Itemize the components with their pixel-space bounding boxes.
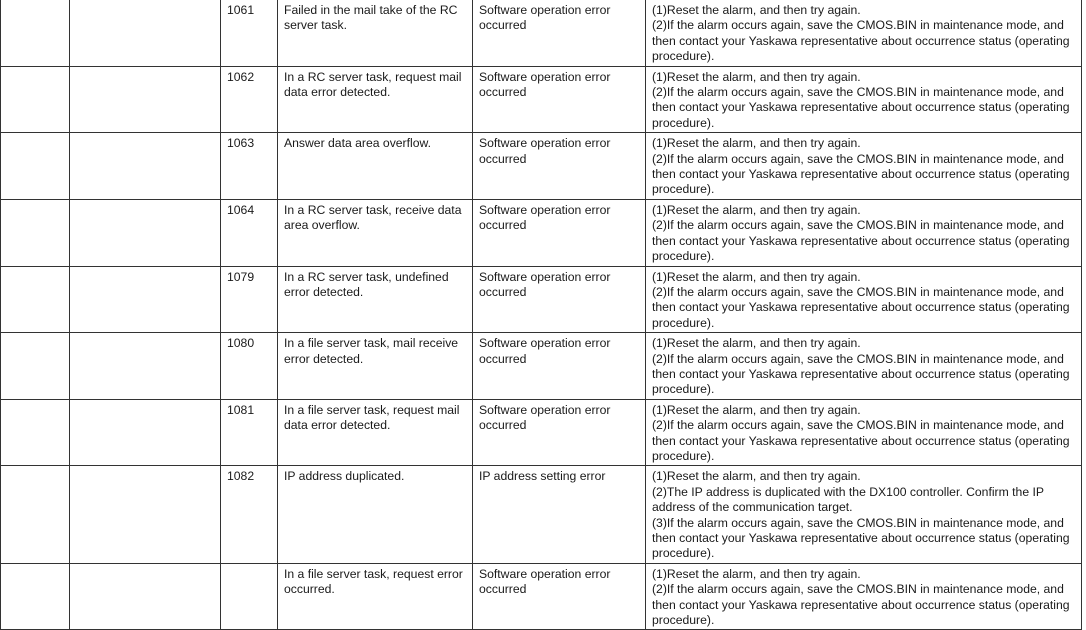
remedy-cell — [646, 266, 1082, 333]
alarm-name-cell — [70, 266, 221, 333]
remedy-step: (2)If the alarm occurs again, save the CMOS.BIN in maintenance mode, and then contact your Yaskawa representative about occurrence status (operating procedure). — [652, 218, 1070, 264]
table-row — [1, 333, 1082, 400]
alarm-name-cell — [70, 133, 221, 200]
remedy-step: (1)Reset the alarm, and then try again. — [652, 69, 861, 84]
remedy-cell — [646, 563, 1082, 630]
alarm-name-cell — [70, 563, 221, 630]
table-row — [1, 199, 1082, 266]
sub-code-cell — [221, 563, 278, 630]
alarm-number-cell — [1, 399, 70, 466]
table-row — [1, 563, 1082, 630]
sub-code-cell: 1064 — [221, 199, 278, 266]
alarm-name-cell — [70, 466, 221, 563]
meaning-cell: IP address duplicated. — [278, 466, 473, 563]
remedy-cell — [646, 133, 1082, 200]
alarm-number-cell — [1, 266, 70, 333]
meaning-cell: In a RC server task, receive data area overflow. — [278, 199, 473, 266]
remedy-step: (1)Reset the alarm, and then try again. — [652, 469, 861, 484]
alarm-name-cell — [70, 333, 221, 400]
sub-code-cell: 1079 — [221, 266, 278, 333]
table-row — [1, 66, 1082, 133]
remedy-step: (1)Reset the alarm, and then try again. — [652, 566, 861, 581]
meaning-cell: Answer data area overflow. — [278, 133, 473, 200]
remedy-cell — [646, 399, 1082, 466]
table-row — [1, 133, 1082, 200]
remedy-step: (2)If the alarm occurs again, save the CMOS.BIN in maintenance mode, and then contact your Yaskawa representative about occurrence status (operating procedure). — [652, 18, 1070, 64]
remedy-step: (2)If the alarm occurs again, save the CMOS.BIN in maintenance mode, and then contact your Yaskawa representative about occurrence status (operating procedure). — [652, 418, 1070, 463]
remedy-step: (1)Reset the alarm, and then try again. — [652, 3, 861, 17]
remedy-step: (1)Reset the alarm, and then try again. — [652, 136, 861, 151]
meaning-cell: In a file server task, request error occurred. — [278, 563, 473, 630]
remedy-step: (1)Reset the alarm, and then try again. — [652, 269, 861, 284]
table-row — [1, 0, 1082, 66]
sub-code-cell: 1063 — [221, 133, 278, 200]
remedy-cell — [646, 333, 1082, 400]
remedy-step: (2)If the alarm occurs again, save the CMOS.BIN in maintenance mode, and then contact your Yaskawa representative about occurrence status (operating procedure). — [652, 85, 1070, 130]
sub-code-cell: 1061 — [221, 0, 278, 66]
remedy-step: (2)If the alarm occurs again, save the CMOS.BIN in maintenance mode, and then contact your Yaskawa representative about occurrence status (operating procedure). — [652, 351, 1070, 397]
cause-cell: Software operation error occurred — [473, 0, 646, 66]
alarm-number-cell — [1, 563, 70, 630]
cause-cell: Software operation error occurred — [473, 133, 646, 200]
cause-cell: Software operation error occurred — [473, 199, 646, 266]
sub-code-cell: 1081 — [221, 399, 278, 466]
meaning-cell: Failed in the mail take of the RC server task. — [278, 0, 473, 66]
table-row — [1, 399, 1082, 466]
cause-cell: Software operation error occurred — [473, 66, 646, 133]
remedy-step: (2)The IP address is duplicated with the DX100 controller. Confirm the IP address of the communication target. — [652, 484, 1044, 515]
alarm-number-cell — [1, 199, 70, 266]
alarm-number-cell — [1, 333, 70, 400]
cause-cell: Software operation error occurred — [473, 399, 646, 466]
alarm-number-cell — [1, 0, 70, 66]
sub-code-cell: 1062 — [221, 66, 278, 133]
table-row — [1, 266, 1082, 333]
alarm-name-cell — [70, 66, 221, 133]
alarm-name-cell — [70, 0, 221, 66]
meaning-cell: In a file server task, request mail data error detected. — [278, 399, 473, 466]
remedy-cell — [646, 466, 1082, 563]
remedy-step: (1)Reset the alarm, and then try again. — [652, 336, 861, 351]
remedy-step: (1)Reset the alarm, and then try again. — [652, 202, 861, 217]
remedy-step: (1)Reset the alarm, and then try again. — [652, 402, 861, 417]
remedy-step: (3)If the alarm occurs again, save the CMOS.BIN in maintenance mode, and then contact your Yaskawa representative about occurrence status (operating procedure). — [652, 515, 1070, 561]
cause-cell: Software operation error occurred — [473, 563, 646, 630]
meaning-cell: In a file server task, mail receive error detected. — [278, 333, 473, 400]
remedy-cell — [646, 0, 1082, 66]
sub-code-cell: 1080 — [221, 333, 278, 400]
cause-cell: Software operation error occurred — [473, 266, 646, 333]
table-row — [1, 466, 1082, 563]
cause-cell: IP address setting error — [473, 466, 646, 563]
alarm-name-cell — [70, 199, 221, 266]
meaning-cell: In a RC server task, request mail data error detected. — [278, 66, 473, 133]
remedy-step: (2)If the alarm occurs again, save the CMOS.BIN in maintenance mode, and then contact your Yaskawa representative about occurrence status (operating procedure). — [652, 151, 1070, 197]
alarm-name-cell — [70, 399, 221, 466]
alarm-number-cell — [1, 133, 70, 200]
alarm-number-cell — [1, 66, 70, 133]
cause-cell: Software operation error occurred — [473, 333, 646, 400]
remedy-cell — [646, 66, 1082, 133]
remedy-cell — [646, 199, 1082, 266]
remedy-step: (2)If the alarm occurs again, save the CMOS.BIN in maintenance mode, and then contact your Yaskawa representative about occurrence status (operating procedure). — [652, 582, 1070, 628]
meaning-cell: In a RC server task, undefined error detected. — [278, 266, 473, 333]
remedy-step: (2)If the alarm occurs again, save the CMOS.BIN in maintenance mode, and then contact your Yaskawa representative about occurrence status (operating procedure). — [652, 284, 1070, 330]
sub-code-cell: 1082 — [221, 466, 278, 563]
alarm-number-cell — [1, 466, 70, 563]
